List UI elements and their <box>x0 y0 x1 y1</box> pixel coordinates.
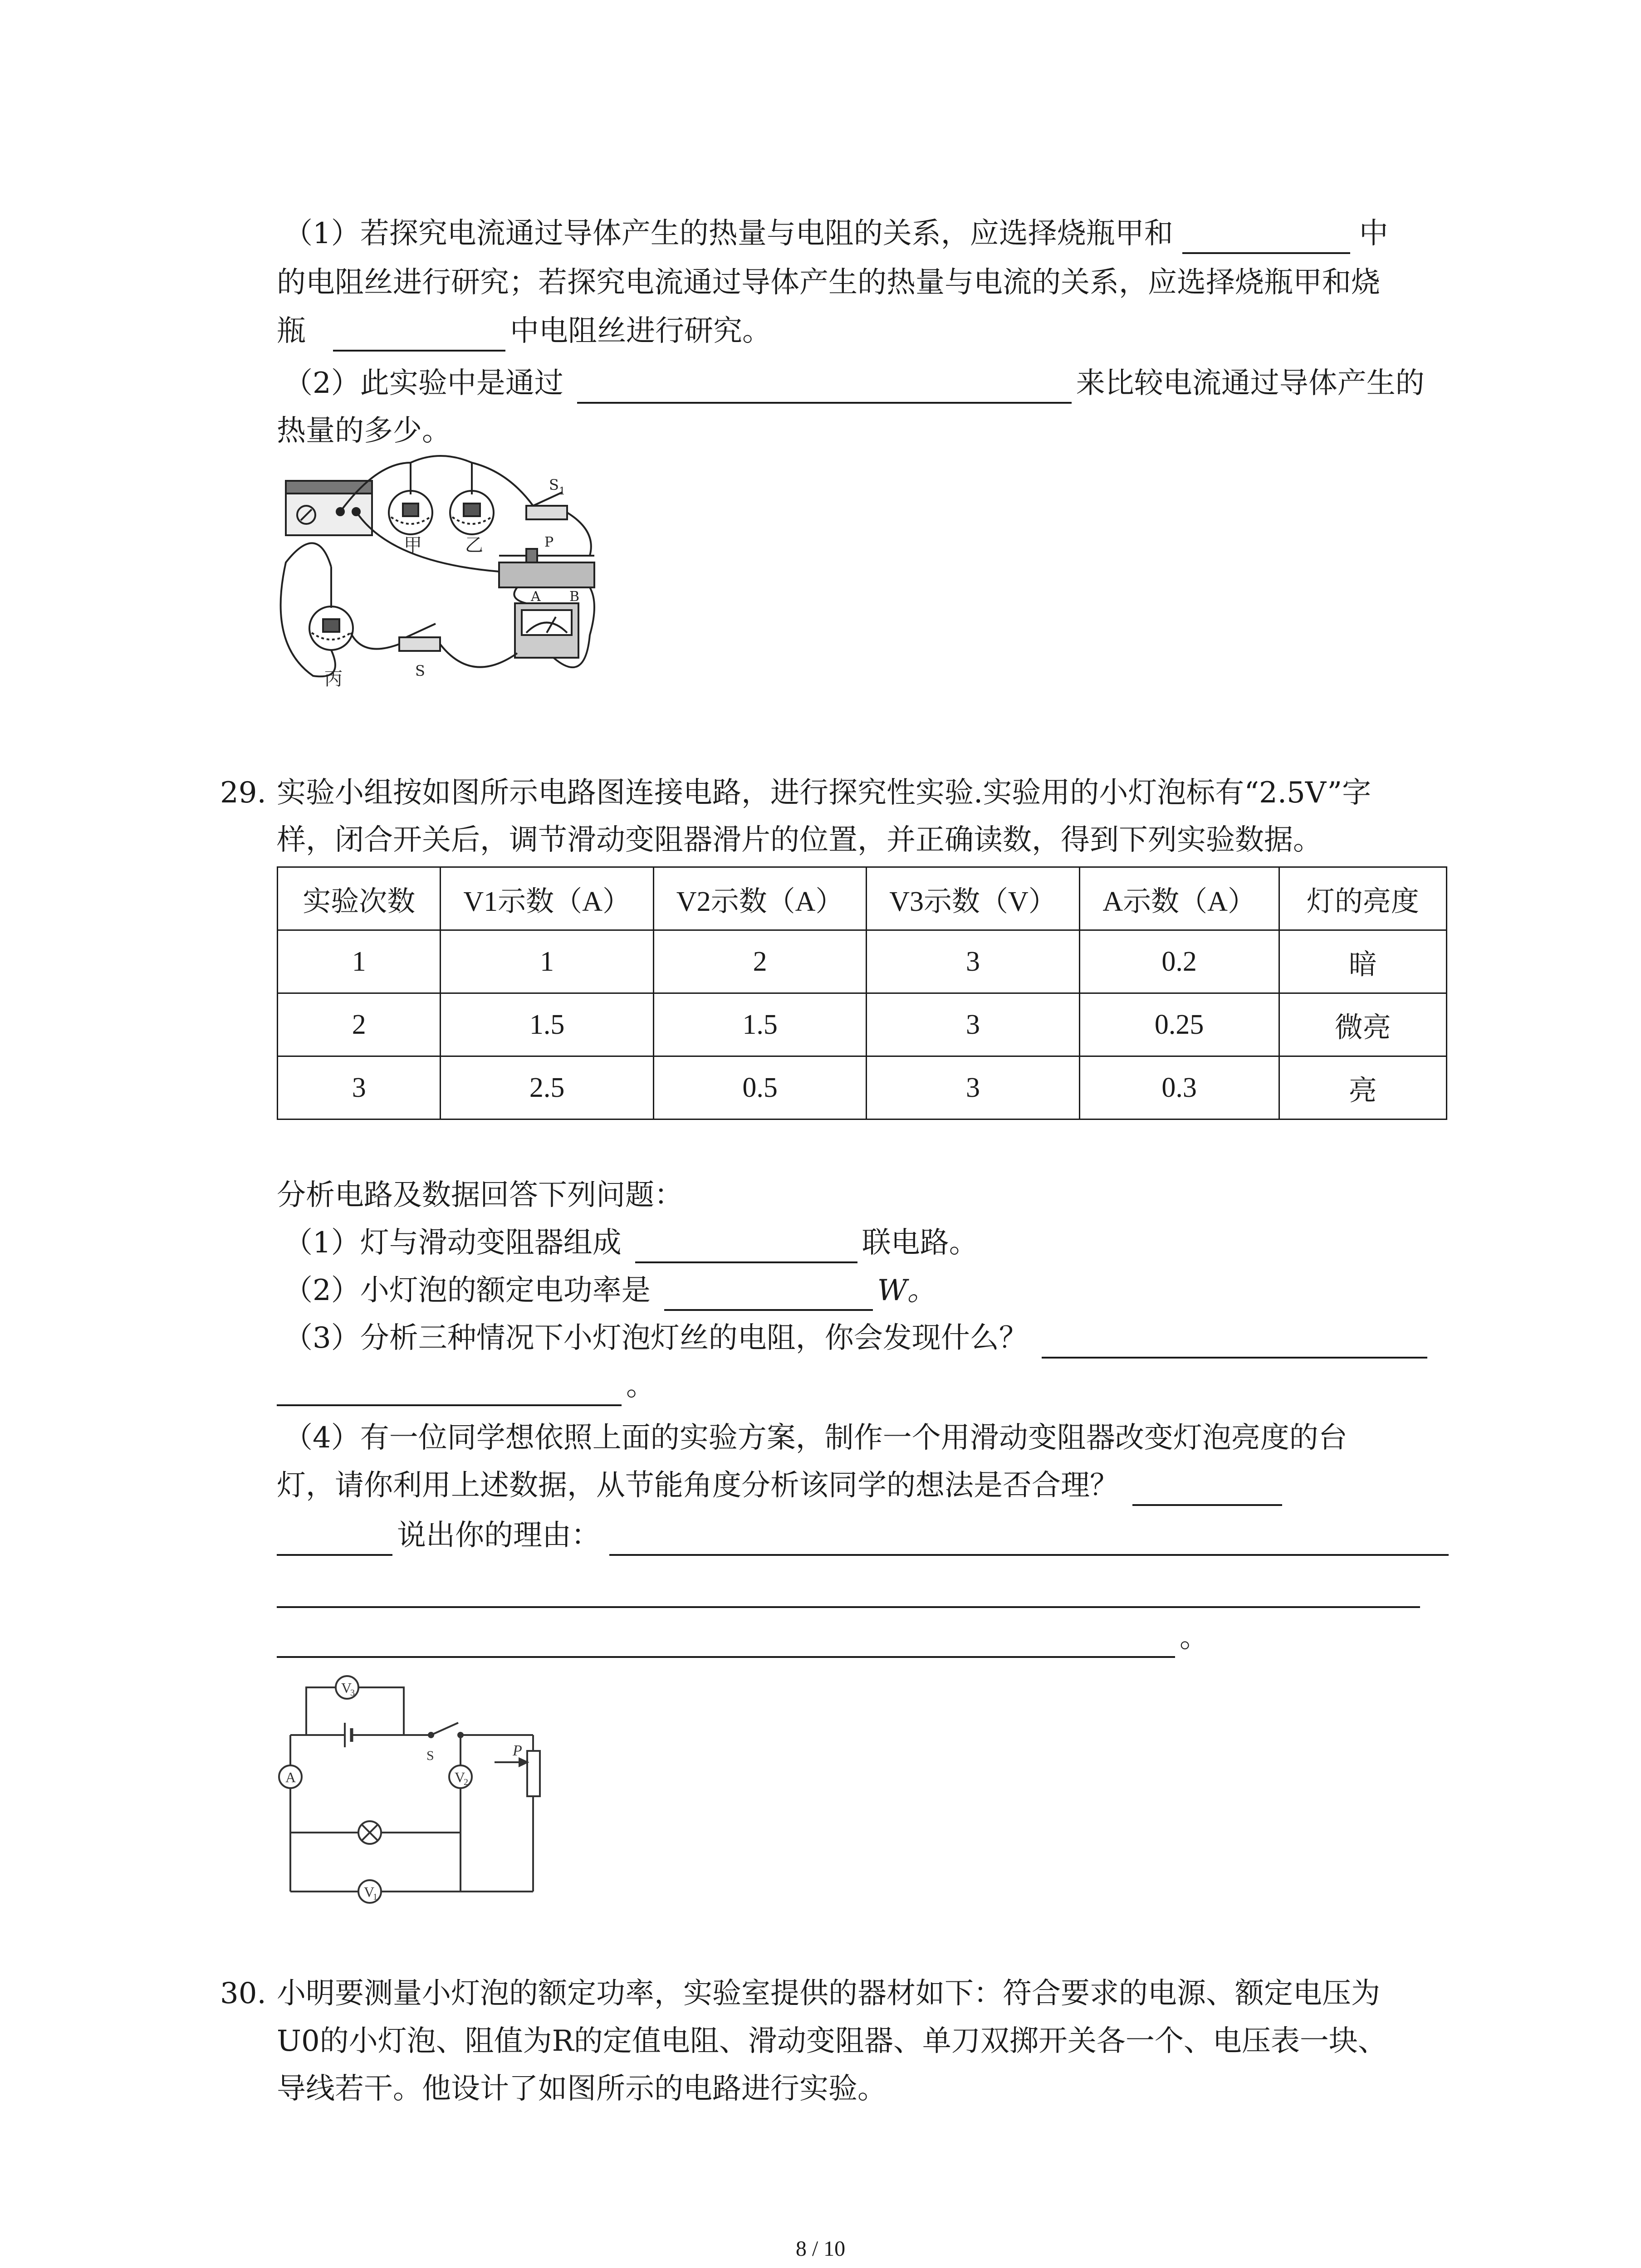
q29-blank-1[interactable] <box>635 1230 857 1263</box>
q30-line3 <box>277 2068 887 2109</box>
table-header-cell: V3示数（V） <box>867 867 1079 930</box>
table-cell: 0.5 <box>653 1056 866 1119</box>
table-cell: 2.5 <box>441 1056 653 1119</box>
table-row <box>278 930 1447 993</box>
q28-figure-label-s1: S <box>549 476 559 494</box>
q29-sub3-end: 。 <box>626 1369 655 1403</box>
q29-sub4-line3 <box>277 1515 1449 1556</box>
q28-sub2-line2 <box>277 411 451 451</box>
table-header-cell: A示数（A） <box>1079 867 1279 930</box>
q29-sub1-text-b: 联电路。 <box>862 1226 978 1260</box>
q29-blank-4a[interactable] <box>1132 1472 1282 1506</box>
q29-circuit-label-p: P <box>513 1742 522 1759</box>
q29-intro-text-1: 实验小组按如图所示电路图连接电路，进行探究性实验.实验用的小灯泡标有“2.5V”字 <box>277 776 1372 810</box>
table-cell: 0.3 <box>1079 1056 1279 1119</box>
q28-sub1-text-b: 中 <box>1359 217 1388 250</box>
table-cell: 微亮 <box>1279 993 1446 1056</box>
q28-figure-label-yi: 乙 <box>465 535 483 556</box>
table-cell: 3 <box>867 930 1079 993</box>
q28-blank-1[interactable] <box>1182 220 1350 254</box>
q28-figure-label-s1-sub: 1 <box>559 486 565 497</box>
table-cell: 亮 <box>1279 1056 1446 1119</box>
q29-circuit-label-a: A <box>285 1769 296 1785</box>
q29-circuit-label-v3: V <box>341 1680 352 1696</box>
q29-circuit-label-v2: V <box>455 1769 465 1785</box>
table-cell: 3 <box>867 1056 1079 1119</box>
q29-sub4-text-a: （4）有一位同学想依照上面的实验方案，制作一个用滑动变阻器改变灯泡亮度的台 <box>284 1421 1347 1455</box>
table-cell: 暗 <box>1279 930 1446 993</box>
q29-analysis-text: 分析电路及数据回答下列问题： <box>277 1178 683 1212</box>
q29-number: 29. <box>220 776 266 810</box>
q30-text-2: U0的小灯泡、阻值为R的定值电阻、滑动变阻器、单刀双掷开关各一个、电压表一块、 <box>277 2024 1387 2058</box>
q30-line1 <box>277 1973 1380 2014</box>
q29-blank-2[interactable] <box>664 1277 873 1311</box>
table-cell: 3 <box>867 993 1079 1056</box>
table-cell: 1 <box>278 930 441 993</box>
table-header-row <box>278 867 1447 930</box>
q28-sub2-text-c: 热量的多少。 <box>277 414 451 448</box>
q29-analysis-intro <box>277 1175 683 1216</box>
q29-sub4-text-b: 灯，请你利用上述数据，从节能角度分析该同学的想法是否合理？ <box>277 1469 1119 1502</box>
table-header-cell: 灯的亮度 <box>1279 867 1446 930</box>
q29-blank-4c[interactable] <box>609 1522 1449 1556</box>
q29-sub4-line5 <box>277 1617 1209 1658</box>
q29-intro-line1 <box>277 772 1371 813</box>
table-cell: 1 <box>441 930 653 993</box>
page-number: 8 / 10 <box>795 2237 846 2261</box>
q29-intro-text-2: 样，闭合开关后，调节滑动变阻器滑片的位置，并正确读数，得到下列实验数据。 <box>277 823 1322 857</box>
q29-data-table <box>277 866 1447 1120</box>
q29-blank-4e[interactable] <box>277 1624 1175 1658</box>
q29-sub3-text-a: （3）分析三种情况下小灯泡灯丝的电阻，你会发现什么？ <box>284 1321 1028 1355</box>
table-row <box>278 993 1447 1056</box>
q29-blank-3b[interactable] <box>277 1373 622 1406</box>
q28-sub1-text-c: 的电阻丝进行研究；若探究电流通过导体产生的热量与电流的关系，应选择烧瓶甲和烧 <box>277 266 1380 299</box>
q28-sub2-line1 <box>284 363 1425 404</box>
q28-sub1-line3 <box>277 311 771 352</box>
q30-text-3: 导线若干。他设计了如图所示的电路进行实验。 <box>277 2072 887 2106</box>
q29-sub2-text-a: （2）小灯泡的额定电功率是 <box>284 1274 651 1307</box>
q29-sub1 <box>284 1222 978 1263</box>
q29-sub3-line1 <box>284 1318 1427 1359</box>
q29-circuit-label-s: S <box>426 1748 434 1763</box>
q28-figure-label-a: A <box>531 589 541 605</box>
table-cell: 0.25 <box>1079 993 1279 1056</box>
table-header-cell: 实验次数 <box>278 867 441 930</box>
q28-sub1-text-e: 中电阻丝进行研究。 <box>510 314 771 348</box>
q28-figure-label-s: S <box>415 662 425 679</box>
q28-sub2-text-b: 来比较电流通过导体产生的 <box>1076 367 1425 400</box>
q29-sub4-end: 。 <box>1180 1621 1209 1654</box>
q29-sub4-line4 <box>277 1567 1420 1608</box>
q30-number: 30. <box>220 1977 266 2010</box>
q30-line2 <box>277 2021 1387 2062</box>
q29-circuit-label-v2-sub: 2 <box>464 1777 468 1787</box>
q29-sub2-text-b: W。 <box>877 1274 936 1307</box>
q29-circuit-label-v1: V <box>364 1884 375 1900</box>
q28-figure-label-bing: 丙 <box>324 669 343 689</box>
q29-sub4-line2 <box>277 1465 1282 1506</box>
q29-circuit-diagram <box>272 1669 554 1905</box>
q29-sub4-line1 <box>284 1418 1347 1458</box>
q29-circuit-label-v3-sub: 3 <box>350 1688 355 1698</box>
q30-text-1: 小明要测量小灯泡的额定功率，实验室提供的器材如下：符合要求的电源、额定电压为 <box>277 1977 1380 2010</box>
q28-figure-label-jia: 甲 <box>404 535 422 556</box>
table-header-cell: V1示数（A） <box>441 867 653 930</box>
table-row <box>278 1056 1447 1119</box>
table-cell: 2 <box>278 993 441 1056</box>
q29-sub3-line2 <box>277 1365 655 1406</box>
q28-blank-3[interactable] <box>577 370 1072 404</box>
q28-sub1-text-d: 瓶 <box>277 314 306 348</box>
q28-figure-label-p: P <box>544 534 554 550</box>
q29-sub2 <box>284 1270 936 1311</box>
q28-apparatus-figure <box>272 454 599 689</box>
q28-sub2-text-a: （2）此实验中是通过 <box>284 367 563 400</box>
q29-circuit-label-v1-sub: 1 <box>373 1892 377 1902</box>
table-cell: 1.5 <box>441 993 653 1056</box>
table-cell: 3 <box>278 1056 441 1119</box>
q28-figure-label-b: B <box>569 589 580 605</box>
q29-sub1-text-a: （1）灯与滑动变阻器组成 <box>284 1226 622 1260</box>
q28-blank-2[interactable] <box>333 318 505 352</box>
q29-blank-4d[interactable] <box>277 1574 1420 1608</box>
q28-sub1-line1 <box>284 213 1388 254</box>
q29-blank-4b[interactable] <box>277 1522 392 1556</box>
table-header-cell: V2示数（A） <box>653 867 866 930</box>
q29-sub4-text-c: 说出你的理由： <box>397 1519 600 1552</box>
table-cell: 1.5 <box>653 993 866 1056</box>
table-cell: 2 <box>653 930 866 993</box>
table-cell: 0.2 <box>1079 930 1279 993</box>
q29-intro-line2 <box>277 820 1322 860</box>
q29-blank-3a[interactable] <box>1042 1325 1427 1359</box>
q28-sub1-text-a: （1）若探究电流通过导体产生的热量与电阻的关系，应选择烧瓶甲和 <box>284 217 1173 250</box>
q28-sub1-line2 <box>277 262 1380 303</box>
